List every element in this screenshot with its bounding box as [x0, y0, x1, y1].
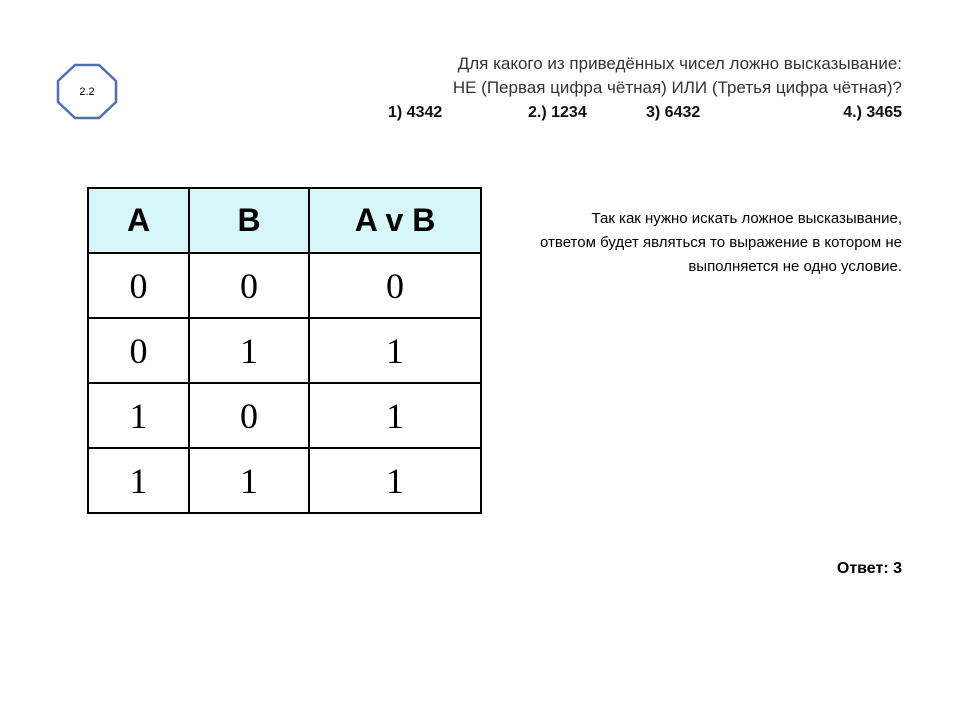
- explanation-line-1: Так как нужно искать ложное высказывание,: [591, 210, 902, 227]
- table-cell: 0: [309, 253, 481, 318]
- table-cell: 1: [309, 318, 481, 383]
- table-cell: 1: [309, 383, 481, 448]
- table-header-row: [88, 188, 481, 253]
- table-row: [88, 253, 481, 318]
- table-row: [88, 318, 481, 383]
- header-a: A: [88, 188, 189, 253]
- table-row: [88, 448, 481, 513]
- question-line-1: Для какого из приведённых чисел ложно высказывание:: [457, 54, 902, 73]
- table-cell: 0: [88, 253, 189, 318]
- option-4: 4.) 3465: [843, 104, 902, 121]
- option-3: 3) 6432: [646, 104, 701, 121]
- table-cell: 0: [189, 383, 309, 448]
- table-cell: 1: [88, 383, 189, 448]
- option-1: 1) 4342: [388, 104, 443, 121]
- table-cell: 1: [309, 448, 481, 513]
- slide-number-label: 2.2: [79, 85, 95, 98]
- table-cell: 1: [189, 318, 309, 383]
- table-row: [88, 383, 481, 448]
- option-2: 2.) 1234: [528, 104, 587, 121]
- explanation-line-3: выполняется не одно условие.: [688, 258, 902, 275]
- final-answer: Ответ: 3: [836, 560, 902, 577]
- table-cell: 1: [88, 448, 189, 513]
- question-text: [342, 52, 902, 100]
- truth-table: [87, 187, 482, 514]
- table-cell: 0: [189, 253, 309, 318]
- table-cell: 0: [88, 318, 189, 383]
- slide-number-badge: [56, 63, 118, 120]
- table-cell: 1: [189, 448, 309, 513]
- explanation-text: [462, 207, 902, 279]
- explanation-line-2: ответом будет являться то выражение в котором не: [540, 234, 902, 251]
- header-a-or-b: A v B: [309, 188, 481, 253]
- question-line-2: НЕ (Первая цифра чётная) ИЛИ (Третья цифра чётная)?: [452, 78, 902, 97]
- header-b: B: [189, 188, 309, 253]
